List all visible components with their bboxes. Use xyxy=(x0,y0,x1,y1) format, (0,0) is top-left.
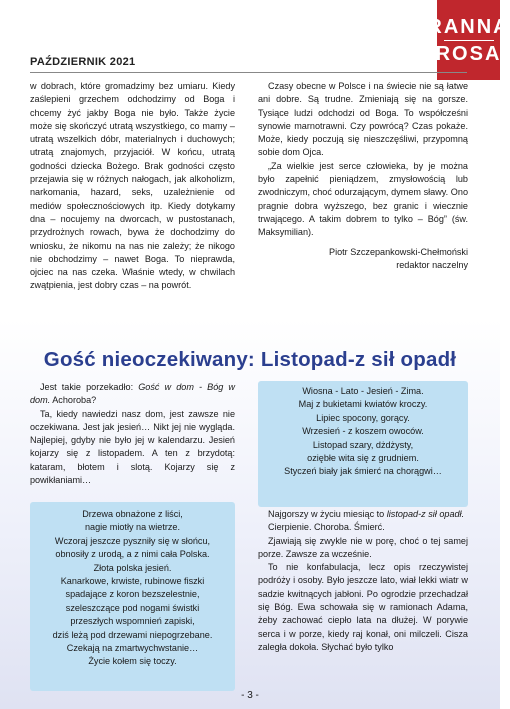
poem-line: przeszłych wspomnień zapiski, xyxy=(70,616,195,627)
poem-line: Lipiec spocony, gorący. xyxy=(316,412,410,423)
left-column-top xyxy=(30,80,235,293)
poem-line: Kanarkowe, krwiste, rubinowe fiszki xyxy=(60,576,205,587)
signature-role: redaktor naczelny xyxy=(396,259,468,270)
issue-date: PAŹDZIERNIK 2021 xyxy=(30,56,136,68)
poem-line: Czekają na zmartwychwstanie… xyxy=(66,643,199,654)
logo-line-1: RANNA xyxy=(427,15,510,38)
paragraph: „Za wielkie jest serce człowieka, by je można było zapełnić pieniądzem, zmysłowością lub zwodniczym, choć odurzającym, dymem sławy. Ono pragnie dobra wyższego, bez granic i wiecznie trwającego. A takim dobrem to tylko – Bóg” (św. Maksymilian). xyxy=(258,160,468,238)
poem-line: szeleszczące pod nogami świstki xyxy=(65,602,200,613)
logo-divider xyxy=(444,40,494,41)
quote: listopad-z sił opadł. xyxy=(386,509,465,519)
paragraph: w dobrach, które gromadzimy bez umiaru. Kiedy zaślepieni grzechem odchodzimy od Boga i chcemy żyć jakby Boga nie było. Także życie może się skończyć utratą wszystkiego, co mamy – utratą wszelkich dóbr, materialnych i duchowych; utratą znajomych, przyjaciół. W końcu, utratą godności dziecka Bożego. Brak godności często przejawia się w różnych nałogach, jak alkoholizm, narkomania, hazard, seks, uzależnienie od mediów społecznościowych itp. Kiedy dotykamy dna – nocujemy na dworcach, w pustostanach, przydrożnych rowach, bywa że dochodzimy do wniosku, że nikomu na nas nie zależy; że nikogo nie obchodzimy – nawet Boga. To nieprawda, ojciec na nas czeka. Właśnie wtedy, w chwilach zwątpienia, jest dobry czas – na powrót. xyxy=(30,81,235,291)
poem-line: Listopad szary, dżdżysty, xyxy=(312,439,414,450)
right-column-bottom xyxy=(258,508,468,654)
left-column-intro xyxy=(30,381,235,487)
text: Jest takie porzekadło: xyxy=(40,382,139,392)
poem-line: nagie miotły na wietrze. xyxy=(84,522,181,533)
poem-line: Wrzesień - z koszem owoców. xyxy=(302,426,424,437)
poem-line: Złota polska jesień. xyxy=(93,562,172,573)
poem-line: spadające z koron bezszelestnie, xyxy=(65,589,200,600)
logo-line-2: ROSA xyxy=(435,42,502,65)
poem-box-seasons xyxy=(258,381,468,507)
header-divider xyxy=(30,72,467,73)
poem-line: oziębłe wita się z grudniem. xyxy=(307,453,419,464)
paragraph: Cierpienie. Choroba. Śmierć. xyxy=(268,522,385,533)
right-column-top xyxy=(258,80,468,272)
magazine-logo xyxy=(427,0,510,80)
text: Achoroba? xyxy=(50,395,97,406)
paragraph xyxy=(30,381,235,408)
paragraph: To nie konfabulacja, lecz opis rzeczywistej podróży i osoby. Było jeszcze lato, wiał lekki wiatr w sadzie kwitnących jabłoni. Po ogrodzie przechadzał się Bóg. Ewa schowała się w ramionach Adama, żeby zachować ciepło lata na dłużej. W porywie serca i w porze, kiedy raj konał, oni milczeli. Cisza zaległa dokoła. Słychać było tylko xyxy=(258,562,468,652)
paragraph: Czasy obecne w Polsce i na świecie nie są łatwe ani dobre. Są trudne. Zmieniają się na gorsze. Tysiące ludzi odchodzi od Boga. To współcześni synowie marnotrawni. Czy powrócą? Czas pokaże. Może, kiedy poczują się nieszczęśliwi, przypomną sobie dom Ojca. xyxy=(258,81,468,158)
poem-line: Wczoraj jeszcze pyszniły się w słońcu, xyxy=(54,535,211,546)
poem-line: Drzewa obnażone z liści, xyxy=(82,509,183,519)
quote: Gość w dom - Bóg w dom. xyxy=(30,382,235,406)
poem-line: Wiosna - Lato - Jesień - Zima. xyxy=(302,386,424,396)
page-number: - 3 - xyxy=(241,690,259,701)
paragraph xyxy=(258,508,468,521)
paragraph: Zjawiają się zwykle nie w porę, choć o tej samej porze. Zawsze za wcześnie. xyxy=(258,535,468,559)
poem-line: Życie kołem się toczy. xyxy=(88,656,177,667)
paragraph: Ta, kiedy nawiedzi nasz dom, jest zawsze nie oczekiwana. Jest jak jesień… Nikt jej nie wygląda. Najlepiej, gdyby nie było jej w kalendarzu. Jesień kojarzy się z listopadem. A ten z brzydotą: kataram, błotem i slotą. Kojarzy się z powikłaniami… xyxy=(30,408,235,486)
poem-line: Styczeń biały jak śmierć na chorągwi… xyxy=(284,466,442,477)
poem-line: obnosiły z urodą, a z nimi cała Polska. xyxy=(55,549,210,560)
poem-line: Maj z bukietami kwiatów kroczy. xyxy=(298,399,428,410)
poem-line: dziś leżą pod drzewami niepogrzebane. xyxy=(52,629,213,640)
text: Najgorszy w życiu miesiąc to xyxy=(268,509,387,519)
article-title: Gość nieoczekiwany: Listopad-z sił opadł xyxy=(43,348,457,371)
poem-box-autumn xyxy=(30,502,235,691)
signature-name: Piotr Szczepankowski-Chełmoński xyxy=(329,246,468,257)
